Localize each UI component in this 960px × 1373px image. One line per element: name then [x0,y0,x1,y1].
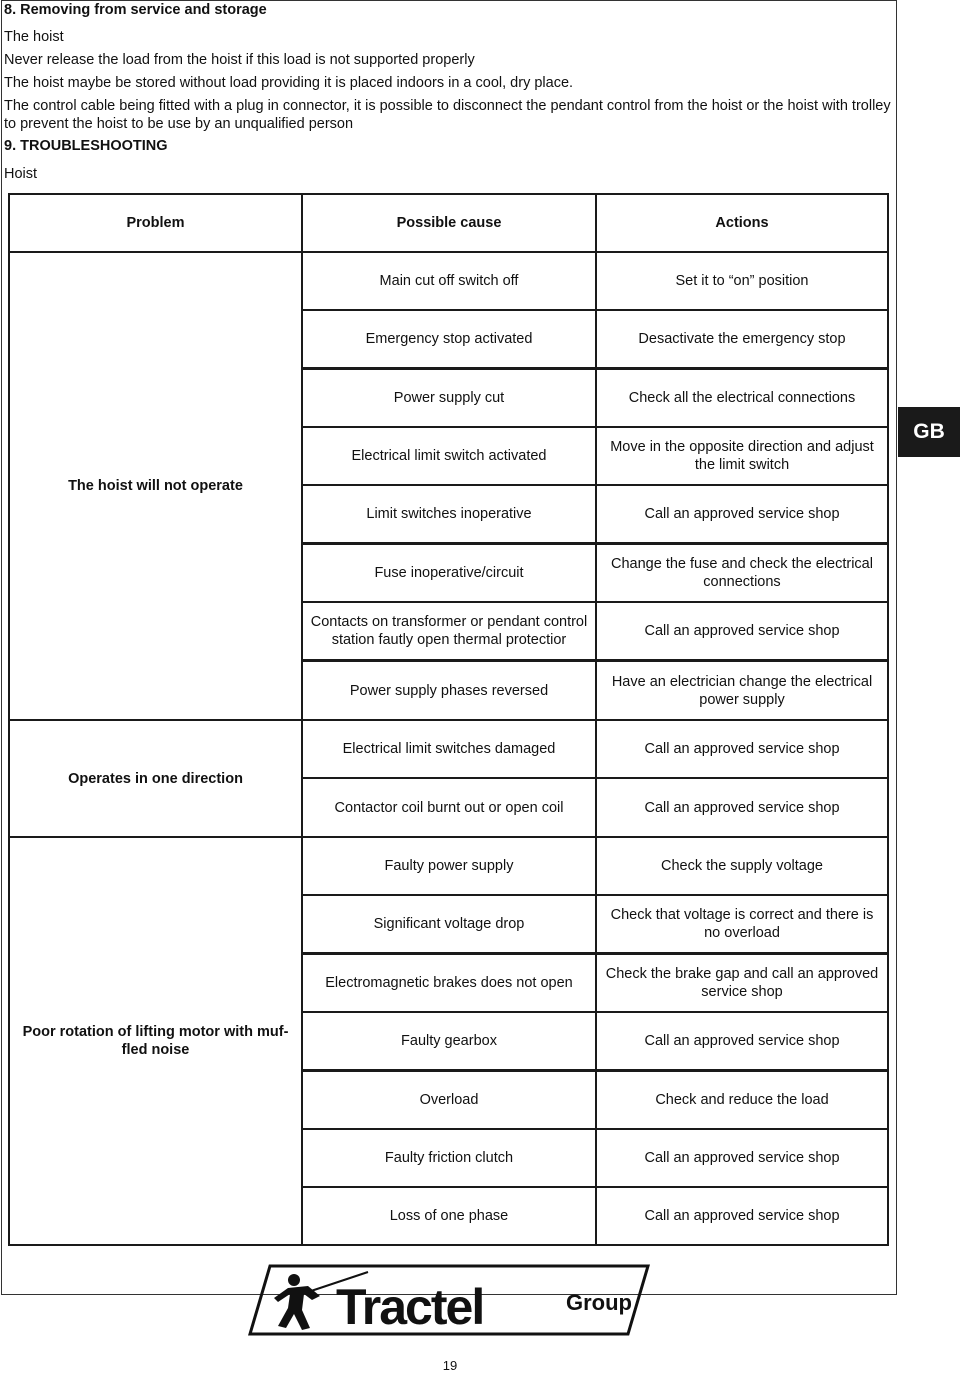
cause-cell: Loss of one phase [301,1186,597,1246]
problem-cell: The hoist will not operate [8,251,303,721]
action-cell: Check all the electrical connections [595,368,889,428]
action-cell: Desactivate the emergency stop [595,309,889,369]
action-cell: Change the fuse and check the electrical connections [595,543,889,603]
action-cell: Call an approved service shop [595,601,889,661]
cause-cell: Faulty gearbox [301,1011,597,1071]
action-cell: Call an approved service shop [595,777,889,838]
troubleshooting-table [8,193,889,1246]
action-cell: Check and reduce the load [595,1070,889,1130]
cause-cell: Emergency stop activated [301,309,597,369]
cause-cell: Power supply cut [301,368,597,428]
paragraph-2: The hoist maybe be stored without load providing it is placed indoors in a cool, dry place. [4,75,574,91]
cause-cell: Electrical limit switch activated [301,426,597,486]
action-cell: Check that voltage is correct and there is no overload [595,894,889,954]
problem-cell: Poor rotation of lifting motor with muffled noise [8,836,303,1246]
action-cell: Move in the opposite direction and adjust the limit switch [595,426,889,486]
action-cell: Check the supply voltage [595,836,889,896]
header-cause: Possible cause [301,193,597,253]
cause-cell: Limit switches inoperative [301,484,597,544]
action-cell: Have an electrician change the electrical power supply [595,660,889,721]
action-cell: Call an approved service shop [595,719,889,779]
problem-cell: Operates in one direction [8,719,303,838]
troubleshooting-subheading: Hoist [4,166,38,182]
page-number: 19 [442,1358,458,1373]
action-cell: Check the brake gap and call an approved service shop [595,953,889,1013]
cause-cell: Contacts on transformer or pendant control station fautly open thermal protectior [301,601,597,661]
cause-cell: Overload [301,1070,597,1130]
action-cell: Call an approved service shop [595,484,889,544]
cause-cell: Faulty power supply [301,836,597,896]
action-cell: Call an approved service shop [595,1128,889,1188]
logo-brand-text: Tractel [336,1279,484,1335]
section-subheading: The hoist [4,29,64,45]
cause-cell: Significant voltage drop [301,894,597,954]
cause-cell: Power supply phases reversed [301,660,597,721]
paragraph-3: The control cable being fitted with a plug in connector, it is possible to disconnect the pendant control from the hoist or the hoist with trolley to prevent the hoist to be use by an unqualified person [4,98,891,132]
troubleshooting-heading: 9. TROUBLESHOOTING [4,138,168,154]
action-cell: Call an approved service shop [595,1011,889,1071]
cause-cell: Electrical limit switches damaged [301,719,597,779]
action-cell: Call an approved service shop [595,1186,889,1246]
header-problem: Problem [8,193,303,253]
paragraph-1: Never release the load from the hoist if this load is not supported properly [4,52,475,68]
logo-group-text: Group [566,1290,632,1315]
cause-cell: Fuse inoperative/circuit [301,543,597,603]
cause-cell: Contactor coil burnt out or open coil [301,777,597,838]
tractel-group-logo [248,1262,650,1338]
cause-cell: Main cut off switch off [301,251,597,311]
cause-cell: Faulty friction clutch [301,1128,597,1188]
section-heading: 8. Removing from service and storage [4,2,267,18]
header-actions: Actions [595,193,889,253]
cause-cell: Electromagnetic brakes does not open [301,953,597,1013]
action-cell: Set it to “on” position [595,251,889,311]
language-tab: GB [898,407,960,457]
